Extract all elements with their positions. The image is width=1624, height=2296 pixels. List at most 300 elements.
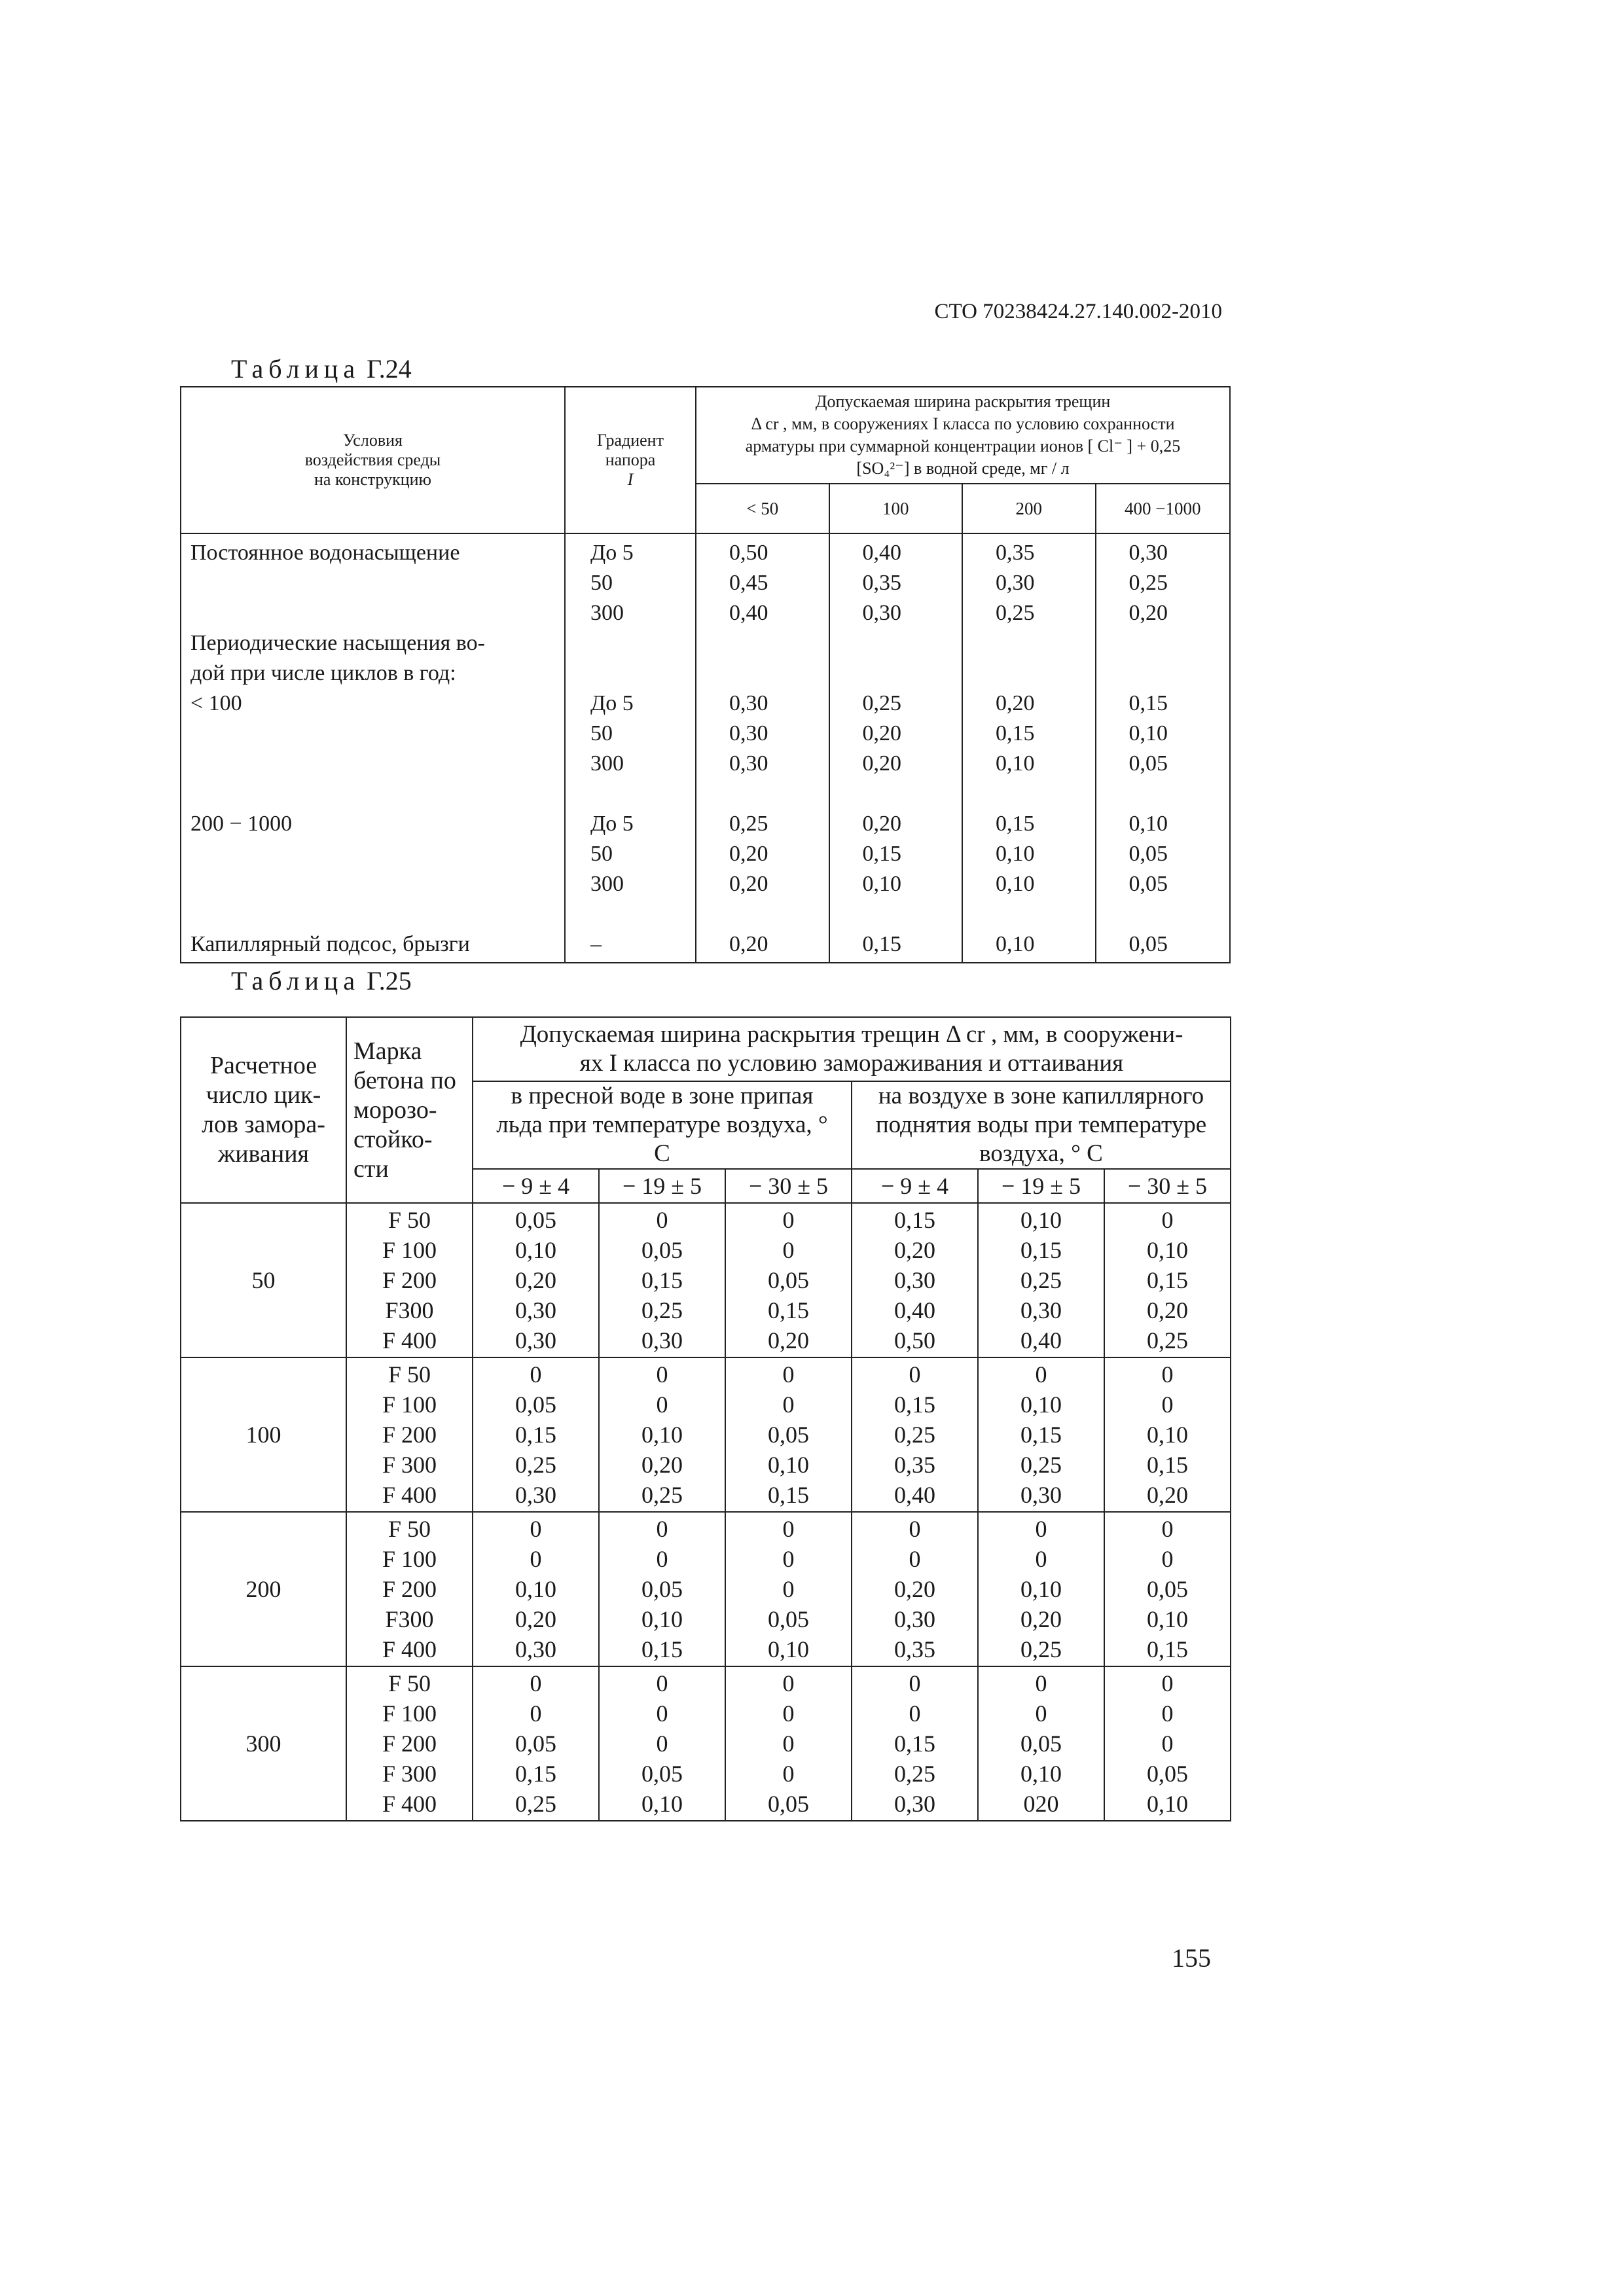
table24-cell: 0,35 (862, 571, 901, 595)
cycles-cell: 100 (181, 1357, 346, 1512)
table24-cell (181, 899, 564, 929)
col-conditions (181, 534, 566, 962)
crack-width-value: 0,10 (515, 1237, 556, 1263)
crack-width-value: 0,05 (1020, 1731, 1062, 1757)
crack-width-value: 0 (656, 1731, 668, 1757)
crack-width-value: 0,05 (768, 1267, 809, 1293)
crack-width-value: 0,15 (1147, 1452, 1188, 1478)
table25-group-row (181, 1512, 1231, 1666)
crack-width-value: 0,30 (894, 1606, 935, 1632)
table24-cell: 0,20 (862, 812, 901, 836)
crack-width-value: 0 (1035, 1361, 1047, 1388)
table24-cell (566, 779, 695, 809)
crack-width-value: 0,15 (768, 1297, 809, 1323)
table24-cell: 0,50 (729, 541, 768, 565)
grade-value: F 100 (382, 1391, 437, 1418)
table24-cell: 0,35 (996, 541, 1035, 565)
cycles-cell: 200 (181, 1512, 346, 1666)
grade-value: F 50 (388, 1207, 431, 1233)
crack-width-value: 0 (782, 1361, 795, 1388)
crack-width-cell (473, 1666, 599, 1821)
crack-width-cell (599, 1512, 725, 1666)
table24-cell (696, 779, 829, 809)
col-gradient (566, 534, 696, 962)
col-conc-lt50 (696, 534, 830, 962)
crack-width-value: 0 (656, 1700, 668, 1727)
table24-cell: 300 (590, 751, 624, 776)
table24-cell: 0,20 (729, 842, 768, 866)
table24-cell: 0,25 (729, 812, 768, 836)
table24-cell: 0,30 (996, 571, 1035, 595)
crack-width-value: 0 (656, 1670, 668, 1696)
crack-width-cell (852, 1203, 978, 1357)
header-line: стойко- (353, 1125, 433, 1153)
crack-width-cell (852, 1666, 978, 1821)
table24-cell: Постоянное водонасыщение (190, 541, 460, 565)
grade-value: F 100 (382, 1700, 437, 1727)
crack-width-value: 0,10 (641, 1422, 683, 1448)
table24-cell: 0,05 (1128, 932, 1168, 956)
table24-cell (830, 628, 962, 658)
header-line: на конструкцию (314, 470, 431, 489)
header-line: сти (353, 1155, 389, 1183)
table24-cell: дой при числе циклов в год: (190, 661, 456, 685)
table-g25 (180, 1016, 1231, 1821)
header-line: Допускаемая ширина раскрытия трещин (815, 392, 1111, 411)
header-line: в пресной воде в зоне припая (511, 1083, 814, 1109)
crack-width-value: 0,10 (1020, 1576, 1062, 1602)
crack-width-cell (978, 1512, 1104, 1666)
table25-caption-word: Таблица (231, 966, 361, 996)
grade-cell (346, 1203, 473, 1357)
crack-width-value: 0,15 (1020, 1422, 1062, 1448)
crack-width-value: 0 (782, 1516, 795, 1542)
table24-cell (963, 658, 1095, 689)
table24-cell (181, 779, 564, 809)
crack-width-value: 0 (656, 1546, 668, 1572)
crack-width-value: 0 (530, 1546, 542, 1572)
crack-width-value: 0,20 (515, 1606, 556, 1632)
crack-width-cell (978, 1203, 1104, 1357)
crack-width-value: 0,50 (894, 1327, 935, 1354)
crack-width-value: 0 (656, 1391, 668, 1418)
header-cycles (181, 1017, 346, 1203)
table24-cell: 0,05 (1128, 872, 1168, 896)
crack-width-value: 0,15 (894, 1207, 935, 1233)
col-conc-200 (963, 534, 1096, 962)
grade-value: F 50 (388, 1361, 431, 1388)
crack-width-value: 0,20 (1147, 1482, 1188, 1508)
crack-width-value: 0 (1161, 1670, 1174, 1696)
crack-width-value: 0,25 (515, 1791, 556, 1817)
crack-width-value: 0,20 (1147, 1297, 1188, 1323)
header-line: Расчетное (209, 1052, 317, 1079)
table24-cell (1096, 899, 1230, 929)
header-line: льда при температуре воздуха, ° (496, 1111, 828, 1138)
crack-width-value: 0,30 (894, 1267, 935, 1293)
crack-width-cell (599, 1203, 725, 1357)
table24-cell: 0,10 (1128, 721, 1168, 745)
page-number: 155 (1172, 1943, 1211, 1973)
cycles-cell: 50 (181, 1203, 346, 1357)
temp-header: − 9 ± 4 (473, 1169, 599, 1203)
table24-cell: До 5 (590, 541, 634, 565)
crack-width-value: 0 (782, 1391, 795, 1418)
crack-width-value: 0,25 (894, 1422, 935, 1448)
table24-cell (963, 628, 1095, 658)
crack-width-value: 0,05 (515, 1731, 556, 1757)
header-line: Градиент (597, 431, 664, 450)
table24-cell: 300 (590, 601, 624, 625)
grade-value: F 300 (382, 1761, 437, 1787)
crack-width-cell (978, 1666, 1104, 1821)
table24-cell (830, 779, 962, 809)
crack-width-value: 0,10 (768, 1452, 809, 1478)
crack-width-value: 0,15 (515, 1761, 556, 1787)
crack-width-value: 0,10 (1147, 1606, 1188, 1632)
crack-width-value: 0 (782, 1546, 795, 1572)
crack-width-value: 0 (1161, 1731, 1174, 1757)
crack-width-value: 0,25 (894, 1761, 935, 1787)
concentration-headers (696, 484, 1229, 533)
crack-width-value: 0,30 (641, 1327, 683, 1354)
temp-header: − 19 ± 5 (599, 1169, 725, 1203)
crack-width-cell (473, 1512, 599, 1666)
crack-width-value: 0,10 (1020, 1391, 1062, 1418)
table24-cell (181, 839, 564, 869)
crack-width-value: 0 (530, 1516, 542, 1542)
crack-width-value: 0 (530, 1700, 542, 1727)
grade-value: F 200 (382, 1576, 437, 1602)
crack-width-value: 0 (1161, 1207, 1174, 1233)
conc-header: 400 −1000 (1125, 498, 1201, 518)
table24-cell: 0,30 (862, 601, 901, 625)
crack-width-value: 0,10 (1147, 1791, 1188, 1817)
header-concrete-grade (346, 1017, 473, 1203)
header-line: С (654, 1140, 670, 1167)
crack-width-value: 0,25 (1020, 1452, 1062, 1478)
crack-width-value: 0,15 (1020, 1237, 1062, 1263)
crack-width-value: 0,10 (1147, 1422, 1188, 1448)
table24-cell: 0,20 (996, 691, 1035, 715)
header-fresh-water (473, 1081, 852, 1169)
header-conditions (181, 387, 566, 533)
crack-width-value: 0,10 (1020, 1761, 1062, 1787)
table24-cell: 0,15 (996, 721, 1035, 745)
grade-value: F 200 (382, 1731, 437, 1757)
crack-width-value: 0,40 (1020, 1327, 1062, 1354)
crack-width-value: 0,30 (1020, 1482, 1062, 1508)
crack-width-cell (725, 1666, 852, 1821)
table24-cell: 0,15 (862, 842, 901, 866)
crack-width-value: 0,35 (894, 1452, 935, 1478)
table25-group-row (181, 1357, 1231, 1512)
crack-width-cell (473, 1357, 599, 1512)
crack-width-value: 0 (1161, 1546, 1174, 1572)
header-line: ях I класса по условию замораживания и оттаивания (579, 1050, 1124, 1077)
crack-width-value: 0 (1161, 1700, 1174, 1727)
crack-width-value: 0 (656, 1516, 668, 1542)
table25-caption-number: Г.25 (367, 966, 412, 996)
crack-width-value: 0,05 (1147, 1576, 1188, 1602)
table24-cell: 0,10 (996, 932, 1035, 956)
conc-header: 100 (830, 484, 964, 533)
table24-body (181, 534, 1229, 962)
table24-cell (181, 719, 564, 749)
crack-width-value: 0,30 (894, 1791, 935, 1817)
crack-width-value: 0 (782, 1731, 795, 1757)
table24-caption-number: Г.24 (367, 354, 412, 384)
header-crack-width-title (696, 387, 1229, 484)
grade-value: F 200 (382, 1267, 437, 1293)
crack-width-cell (725, 1357, 852, 1512)
crack-width-value: 0,15 (894, 1731, 935, 1757)
crack-width-value: 0,20 (1020, 1606, 1062, 1632)
crack-width-value: 0,05 (641, 1761, 683, 1787)
table24-cell: 0,05 (1128, 842, 1168, 866)
crack-width-value: 0,20 (768, 1327, 809, 1354)
table24-cell: 50 (590, 721, 613, 745)
table25-group-row (181, 1666, 1231, 1821)
table24-cell: 0,20 (1128, 601, 1168, 625)
table24-cell (1096, 779, 1230, 809)
table24-cell: 0,15 (1128, 691, 1168, 715)
table24-cell: 0,10 (862, 872, 901, 896)
header-line: воздуха, ° С (979, 1140, 1103, 1167)
table24-cell (830, 899, 962, 929)
crack-width-cell (599, 1666, 725, 1821)
header-line: Марка (353, 1037, 422, 1065)
grade-cell (346, 1357, 473, 1512)
table24-cell (696, 628, 829, 658)
table24-cell: Капиллярный подсос, брызги (190, 932, 470, 956)
crack-width-value: 0,05 (768, 1791, 809, 1817)
header-line: лов замора- (202, 1111, 325, 1138)
table24-cell: – (590, 932, 602, 956)
crack-width-value: 0 (530, 1361, 542, 1388)
header-line: Допускаемая ширина раскрытия трещин Δ cr , мм, в сооружени- (520, 1021, 1183, 1048)
crack-width-value: 0,05 (515, 1391, 556, 1418)
table24-cell (1096, 658, 1230, 689)
header-gradient (566, 387, 696, 533)
table24-cell: 0,30 (729, 751, 768, 776)
table24-cell: 0,20 (862, 721, 901, 745)
crack-width-cell (1104, 1357, 1231, 1512)
crack-width-cell (725, 1203, 852, 1357)
table24-cell (1096, 628, 1230, 658)
crack-width-value: 0,30 (515, 1482, 556, 1508)
crack-width-value: 0,15 (894, 1391, 935, 1418)
crack-width-value: 0,25 (1020, 1267, 1062, 1293)
header-main (473, 1017, 1231, 1081)
header-line: I (627, 470, 634, 489)
header-line: арматуры при суммарной концентрации ионов [ Cl⁻ ] + 0,25 (745, 437, 1181, 456)
crack-width-value: 0 (909, 1361, 921, 1388)
grade-value: F 100 (382, 1546, 437, 1572)
table24-cell: 0,15 (862, 932, 901, 956)
table24-cell: 0,10 (1128, 812, 1168, 836)
table24-cell (566, 628, 695, 658)
crack-width-value: 0,10 (641, 1791, 683, 1817)
crack-width-value: 0,15 (641, 1267, 683, 1293)
crack-width-cell (599, 1357, 725, 1512)
crack-width-value: 0,05 (641, 1237, 683, 1263)
header-line: на воздухе в зоне капиллярного (878, 1083, 1204, 1109)
crack-width-value: 0,15 (641, 1636, 683, 1662)
table24-cell: 0,10 (996, 872, 1035, 896)
crack-width-value: 0,25 (641, 1297, 683, 1323)
header-line: живания (217, 1140, 310, 1168)
crack-width-value: 0,15 (1147, 1267, 1188, 1293)
table24-cell: Периодические насыщения во- (190, 631, 485, 655)
crack-width-value: 0 (782, 1700, 795, 1727)
table24-header (181, 387, 1229, 534)
table24-cell: До 5 (590, 691, 634, 715)
crack-width-value: 0,30 (1020, 1297, 1062, 1323)
table24-cell: 0,15 (996, 812, 1035, 836)
table-g24 (180, 386, 1231, 963)
crack-width-cell (852, 1512, 978, 1666)
crack-width-value: 0 (909, 1670, 921, 1696)
crack-width-value: 0 (782, 1761, 795, 1787)
table24-cell: 0,20 (729, 872, 768, 896)
header-air (852, 1081, 1231, 1169)
crack-width-value: 0,05 (641, 1576, 683, 1602)
header-line: Δ cr , мм, в сооружениях I класса по условию сохранности (751, 414, 1175, 433)
crack-width-value: 0 (1035, 1700, 1047, 1727)
crack-width-cell (852, 1357, 978, 1512)
crack-width-value: 0,05 (1147, 1761, 1188, 1787)
grade-value: F 50 (388, 1670, 431, 1696)
table24-cell: 0,20 (862, 751, 901, 776)
crack-width-value: 0,30 (515, 1636, 556, 1662)
col-conc-400-1000 (1096, 534, 1230, 962)
header-crack-width (696, 387, 1229, 533)
crack-width-value: 0 (909, 1516, 921, 1542)
table24-cell: 0,40 (862, 541, 901, 565)
crack-width-value: 0,25 (1020, 1636, 1062, 1662)
crack-width-value: 0 (530, 1670, 542, 1696)
crack-width-value: 0 (1161, 1391, 1174, 1418)
table24-cell (566, 899, 695, 929)
table24-cell (181, 869, 564, 899)
temp-header: − 30 ± 5 (1104, 1169, 1231, 1203)
header-line: бетона по (353, 1066, 456, 1094)
crack-width-value: 0 (1161, 1361, 1174, 1388)
table24-cell: 0,30 (729, 691, 768, 715)
table24-cell: 0,25 (862, 691, 901, 715)
crack-width-value: 0,20 (641, 1452, 683, 1478)
crack-width-value: 020 (1023, 1791, 1059, 1817)
table24-cell: 0,30 (729, 721, 768, 745)
table24-cell (566, 658, 695, 689)
crack-width-cell (978, 1357, 1104, 1512)
crack-width-value: 0 (782, 1207, 795, 1233)
header-line: [SO₄²⁻] в водной среде, мг / л (856, 459, 1070, 478)
crack-width-value: 0,15 (768, 1482, 809, 1508)
table24-cell: 0,45 (729, 571, 768, 595)
header-line: Условия (343, 431, 403, 450)
crack-width-value: 0,10 (515, 1576, 556, 1602)
table24-cell: 0,25 (996, 601, 1035, 625)
table24-cell: 0,10 (996, 842, 1035, 866)
table24-cell: 200 − 1000 (190, 812, 293, 836)
header-line: напора (605, 450, 656, 469)
table25-group-row (181, 1203, 1231, 1357)
crack-width-value: 0,25 (641, 1482, 683, 1508)
crack-width-value: 0 (656, 1207, 668, 1233)
cycles-cell: 300 (181, 1666, 346, 1821)
crack-width-value: 0,25 (515, 1452, 556, 1478)
crack-width-value: 0 (1035, 1546, 1047, 1572)
grade-value: F300 (385, 1297, 434, 1323)
crack-width-value: 0 (1161, 1516, 1174, 1542)
table24-caption (231, 353, 412, 384)
crack-width-cell (1104, 1512, 1231, 1666)
header-line: морозо- (353, 1096, 437, 1124)
grade-value: F 300 (382, 1452, 437, 1478)
crack-width-value: 0,05 (768, 1422, 809, 1448)
crack-width-value: 0 (1035, 1670, 1047, 1696)
table24-caption-word: Таблица (231, 354, 361, 384)
crack-width-value: 0,20 (894, 1237, 935, 1263)
document-code: СТО 70238424.27.140.002-2010 (934, 300, 1222, 323)
table24-cell (696, 658, 829, 689)
crack-width-value: 0,30 (515, 1327, 556, 1354)
grade-value: F 50 (388, 1516, 431, 1542)
table25-caption (231, 965, 412, 996)
table24-cell: 0,30 (1128, 541, 1168, 565)
table24-cell (181, 598, 564, 628)
table24-cell: 0,20 (729, 932, 768, 956)
grade-value: F 400 (382, 1482, 437, 1508)
crack-width-value: 0,15 (515, 1422, 556, 1448)
crack-width-value: 0 (656, 1361, 668, 1388)
header-line: число цик- (206, 1081, 321, 1109)
conc-header: < 50 (696, 484, 830, 533)
conc-header: 200 (963, 484, 1096, 533)
crack-width-value: 0,05 (515, 1207, 556, 1233)
crack-width-value: 0 (782, 1576, 795, 1602)
crack-width-value: 0,20 (894, 1576, 935, 1602)
grade-value: F 200 (382, 1422, 437, 1448)
table24-cell (963, 779, 1095, 809)
crack-width-value: 0,10 (1147, 1237, 1188, 1263)
header-line: воздействия среды (304, 450, 441, 469)
crack-width-value: 0 (909, 1546, 921, 1572)
crack-width-value: 0,40 (894, 1297, 935, 1323)
table24-cell (181, 568, 564, 598)
table24-cell: 50 (590, 571, 613, 595)
table24-cell: До 5 (590, 812, 634, 836)
crack-width-cell (473, 1203, 599, 1357)
table24-cell (963, 899, 1095, 929)
crack-width-value: 0 (909, 1700, 921, 1727)
crack-width-cell (1104, 1203, 1231, 1357)
table24-cell: 0,40 (729, 601, 768, 625)
crack-width-cell (725, 1512, 852, 1666)
grade-value: F 400 (382, 1636, 437, 1662)
crack-width-value: 0,20 (515, 1267, 556, 1293)
crack-width-value: 0 (1035, 1516, 1047, 1542)
crack-width-value: 0 (782, 1237, 795, 1263)
table24-cell: 0,10 (996, 751, 1035, 776)
crack-width-value: 0,10 (641, 1606, 683, 1632)
crack-width-value: 0,05 (768, 1606, 809, 1632)
header-line: поднятия воды при температуре (875, 1111, 1207, 1138)
table24-cell: 0,25 (1128, 571, 1168, 595)
grade-value: F 400 (382, 1791, 437, 1817)
